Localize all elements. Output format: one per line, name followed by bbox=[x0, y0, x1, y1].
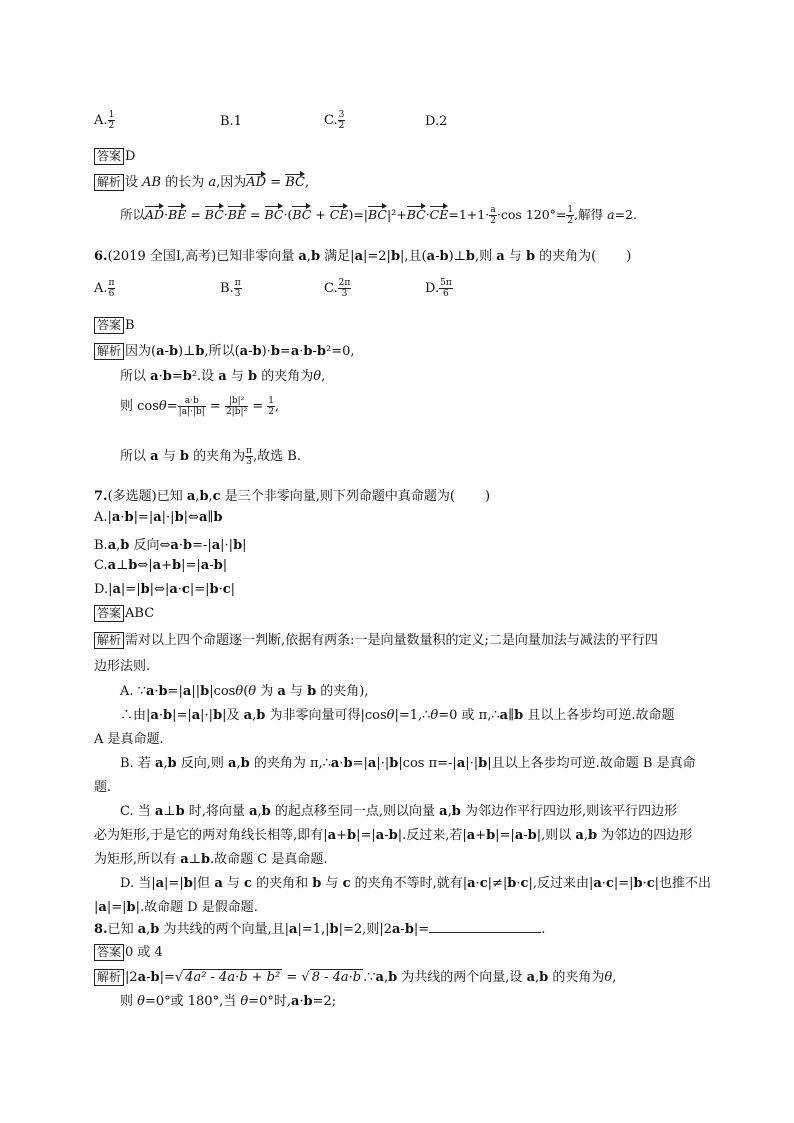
q6-analysis-line3: 则 cosθ= $\frac{a\cdot b}{|a|\cdot|b|}$ = $\frac{\text{|b|²}}{\text{2|b|²}}$ = $\frac{1}{2}$ , bbox=[120, 396, 280, 417]
q6-answer: 答案 B bbox=[94, 317, 135, 334]
q5-answer: 答案 D bbox=[94, 148, 135, 165]
q7-analysis-line9: 必为矩形,于是它的两对角线长相等,即有|a+b|=|a-b|.反过来,若|a+b|=|a-b|,则以 a,b 为邻边的四边形 bbox=[94, 828, 693, 843]
q5-option-b: B.1 bbox=[220, 114, 242, 129]
q6-option-a: A. $\frac{\pi}{6}$ bbox=[94, 278, 115, 299]
q5-option-c: C. $\frac{3}{2}$ bbox=[324, 110, 345, 131]
q7-option-a: A.|a·b|=|a|·|b|⇔a∥b bbox=[94, 510, 223, 525]
q7-analysis-line11: D. 当|a|=|b|但 a 与 c 的夹角和 b 与 c 的夹角不等时,就有|a·c|≠|b·c|,反过来由|a·c|=|b·c|也推不出 bbox=[120, 876, 712, 891]
answer-tag: 答案 bbox=[94, 148, 124, 165]
q6-stem: 6.(2019 全国Ⅰ,高考)已知非零向量 a,b 满足|a|=2|b|,且(a-b)⊥b,则 a 与 b 的夹角为( ) bbox=[94, 249, 632, 264]
q8-analysis-line2: 则 θ=0°或 180°,当 θ=0°时,a·b=2; bbox=[120, 994, 337, 1009]
q7-answer: 答案 ABC bbox=[94, 605, 154, 622]
q7-option-b: B.a,b 反向⇔a·b=-|a|·|b| bbox=[94, 538, 247, 553]
q7-analysis-line1: 解析 需对以上四个命题逐一判断,依据有两条:一是向量数量积的定义;二是向量加法与减法的平行四 bbox=[94, 629, 658, 649]
q7-analysis-line10: 为矩形,所以有 a⊥b.故命题 C 是真命题. bbox=[94, 852, 328, 867]
answer-blank bbox=[429, 920, 541, 933]
q7-option-c: C.a⊥b⇔|a+b|=|a-b| bbox=[94, 558, 228, 573]
q6-option-c: C. $\frac{2\pi}{3}$ bbox=[324, 278, 351, 299]
q7-analysis-line8: C. 当 a⊥b 时,将向量 a,b 的起点移至同一点,则以向量 a,b 为邻边作平行四边形,则该平行四边形 bbox=[120, 804, 678, 819]
q7-analysis-line2: 边形法则. bbox=[94, 659, 151, 674]
q7-option-d: D.|a|=|b|⇔|a·c|=|b·c| bbox=[94, 582, 236, 597]
q5-analysis-line1: 解析 设 AB 的长为 a,因为AD = BC, bbox=[94, 171, 309, 191]
q6-analysis-line1: 解析 因为(a-b)⊥b,所以(a-b)·b=a·b-b²=0, bbox=[94, 340, 355, 360]
q5-option-a: A. $\frac{1}{2}$ bbox=[94, 110, 115, 131]
analysis-tag: 解析 bbox=[94, 174, 124, 191]
q8-analysis-line1: 解析 |2a-b|=√ 4a² - 4a·b + b² = √ 8 - 4a·b .∵a,b 为共线的两个向量,设 a,b 的夹角为θ, bbox=[94, 966, 616, 986]
q6-option-d: D. $\frac{5\pi}{6}$ bbox=[425, 278, 452, 299]
q5-analysis-line2: 所以AD·BE = BC·BE = BC·(BC + CE)=|BC|²+BC·CE=1+1· $\frac{a}{2}$ ·cos 120°= $\frac{1}{2}$ ,解得 a=2. bbox=[120, 205, 637, 226]
q7-analysis-line7: 题. bbox=[94, 780, 112, 795]
q5-option-d: D.2 bbox=[425, 114, 448, 129]
q7-analysis-line3: A. ∵a·b=|a||b|cosθ(θ 为 a 与 b 的夹角), bbox=[120, 684, 369, 699]
q7-stem: 7.(多选题)已知 a,b,c 是三个非零向量,则下列命题中真命题为( ) bbox=[94, 489, 491, 504]
q7-analysis-line5: A 是真命题. bbox=[94, 732, 164, 747]
q6-option-b: B. $\frac{\pi}{3}$ bbox=[220, 278, 241, 299]
q7-analysis-line12: |a|=|b|.故命题 D 是假命题. bbox=[94, 900, 258, 915]
q6-analysis-line4: 所以 a 与 b 的夹角为 $\frac{\pi}{3}$ ,故选 B. bbox=[120, 446, 301, 467]
q7-analysis-line4: ∴由|a·b|=|a|·|b|及 a,b 为非零向量可得|cosθ|=1,∴θ=0 或 π,∴a∥b 且以上各步均可逆.故命题 bbox=[120, 708, 675, 723]
q8-answer: 答案 0 或 4 bbox=[94, 941, 163, 961]
q7-analysis-line6: B. 若 a,b 反向,则 a,b 的夹角为 π,∴a·b=|a|·|b|cos π=-|a|·|b|且以上各步均可逆.故命题 B 是真命 bbox=[120, 756, 696, 771]
q6-analysis-line2: 所以 a·b=b².设 a 与 b 的夹角为θ, bbox=[120, 369, 326, 384]
q8-stem: 8.已知 a,b 为共线的两个向量,且|a|=1,|b|=2,则|2a-b|= . bbox=[94, 922, 546, 937]
